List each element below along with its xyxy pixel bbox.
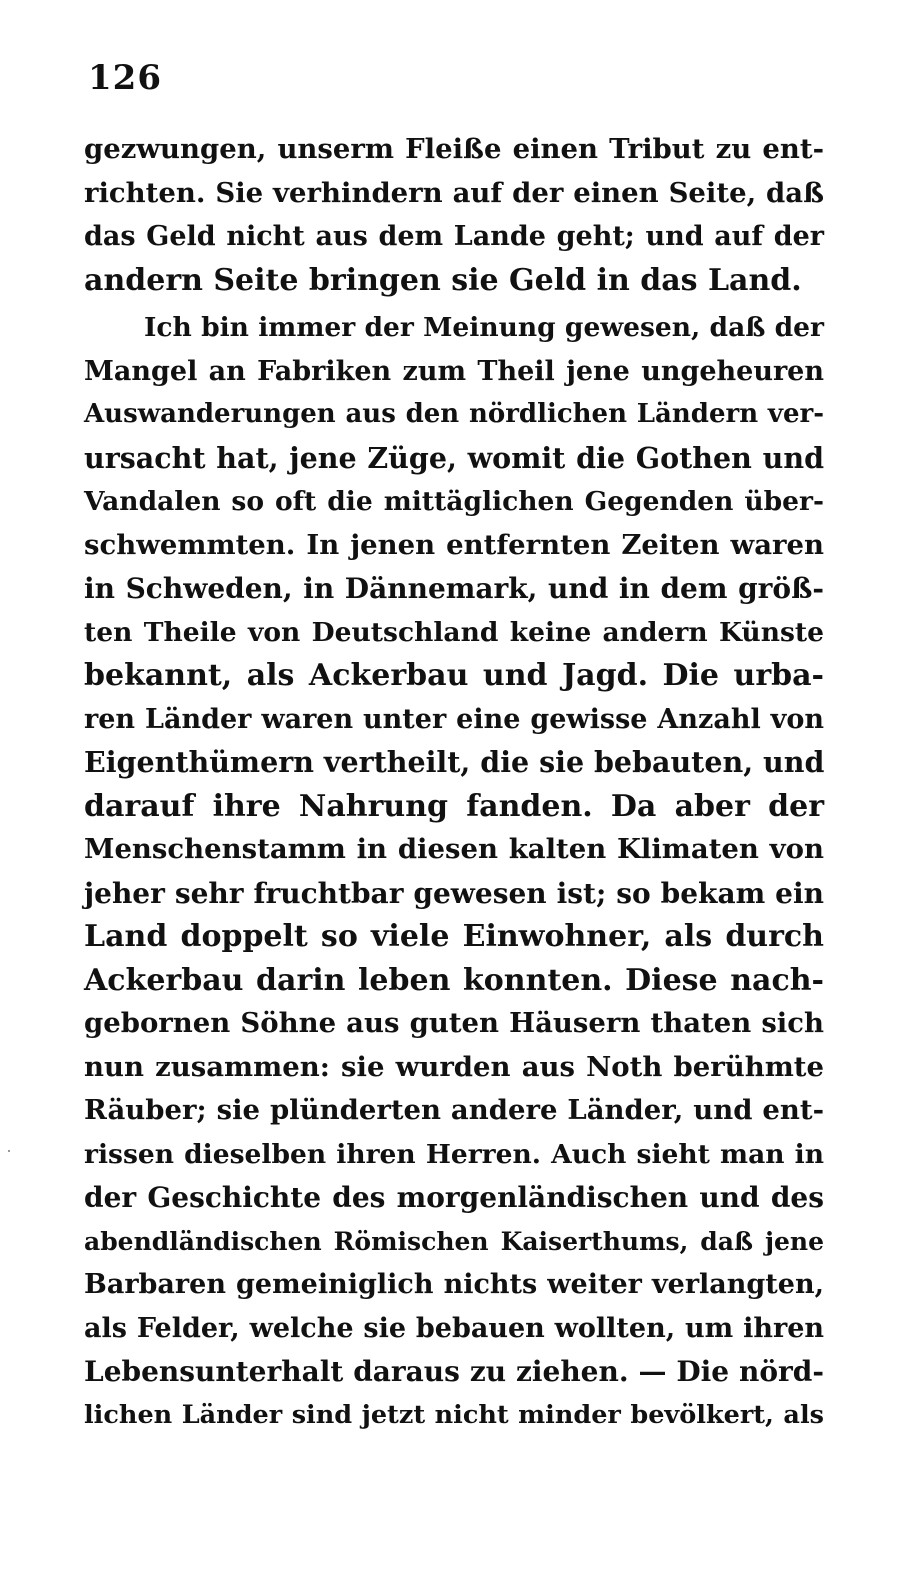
paragraph-1	[84, 128, 824, 302]
text-line: Barbaren gemeiniglich nichts weiter verlangten,	[84, 1269, 824, 1300]
text-line: Vandalen so oft die mittäglichen Gegenden über-	[84, 486, 824, 517]
text-line: ten Theile von Deutschland keine andern Künste	[84, 616, 824, 648]
text-line: andern Seite bringen sie Geld in das Land.	[84, 262, 802, 298]
text-line: rissen dieselben ihren Herren. Auch sieht man in	[84, 1138, 824, 1170]
text-line: darauf ihre Nahrung fanden. Da aber der	[84, 788, 824, 824]
text-line: Ackerbau darin leben konnten. Diese nach-	[84, 962, 824, 998]
text-line: Mangel an Fabriken zum Theil jene ungeheuren	[84, 355, 824, 387]
text-line: jeher sehr fruchtbar gewesen ist; so bekam ein	[84, 876, 824, 910]
text-line: nun zusammen: sie wurden aus Noth berühmte	[84, 1050, 824, 1083]
paragraph-2	[84, 306, 824, 1437]
page-number: 126	[88, 58, 162, 98]
text-line: Lebensunterhalt daraus zu ziehen. — Die nörd-	[84, 1355, 824, 1388]
text-line: der Geschichte des morgenländischen und des	[84, 1181, 824, 1214]
text-line: richten. Sie verhindern auf der einen Seite, daß	[84, 176, 824, 209]
text-line: Räuber; sie plünderten andere Länder, und ent-	[84, 1094, 824, 1126]
text-line: lichen Länder sind jetzt nicht minder bevölkert, als	[84, 1399, 824, 1430]
text-line: bekannt, als Ackerbau und Jagd. Die urba-	[84, 658, 824, 693]
margin-speck	[8, 1150, 10, 1152]
body-text	[84, 128, 824, 1437]
text-line: Auswanderungen aus den nördlichen Ländern ver-	[84, 399, 824, 429]
text-line: Eigenthümern vertheilt, die sie bebauten, und	[84, 745, 825, 779]
text-line: ren Länder waren unter eine gewisse Anzahl von	[84, 703, 824, 735]
text-line: schwemmten. In jenen entfernten Zeiten waren	[84, 528, 824, 561]
text-line: das Geld nicht aus dem Lande geht; und auf der	[84, 221, 824, 252]
text-line: abendländischen Römischen Kaiserthums, daß jene	[84, 1226, 824, 1256]
text-line: Land doppelt so viele Einwohner, als durch	[84, 919, 824, 954]
text-line: in Schweden, in Dännemark, und in dem größ-	[84, 572, 824, 605]
text-line: Menschenstamm in diesen kalten Klimaten von	[84, 833, 824, 865]
text-line: gebornen Söhne aus guten Häusern thaten sich	[84, 1007, 824, 1039]
text-line: ursacht hat, jene Züge, womit die Gothen und	[84, 440, 824, 475]
text-line: als Felder, welche sie bebauen wollten, um ihren	[84, 1312, 824, 1344]
text-line: gezwungen, unserm Fleiße einen Tribut zu ent-	[84, 133, 824, 165]
text-line: Ich bin immer der Meinung gewesen, daß der	[144, 312, 824, 343]
